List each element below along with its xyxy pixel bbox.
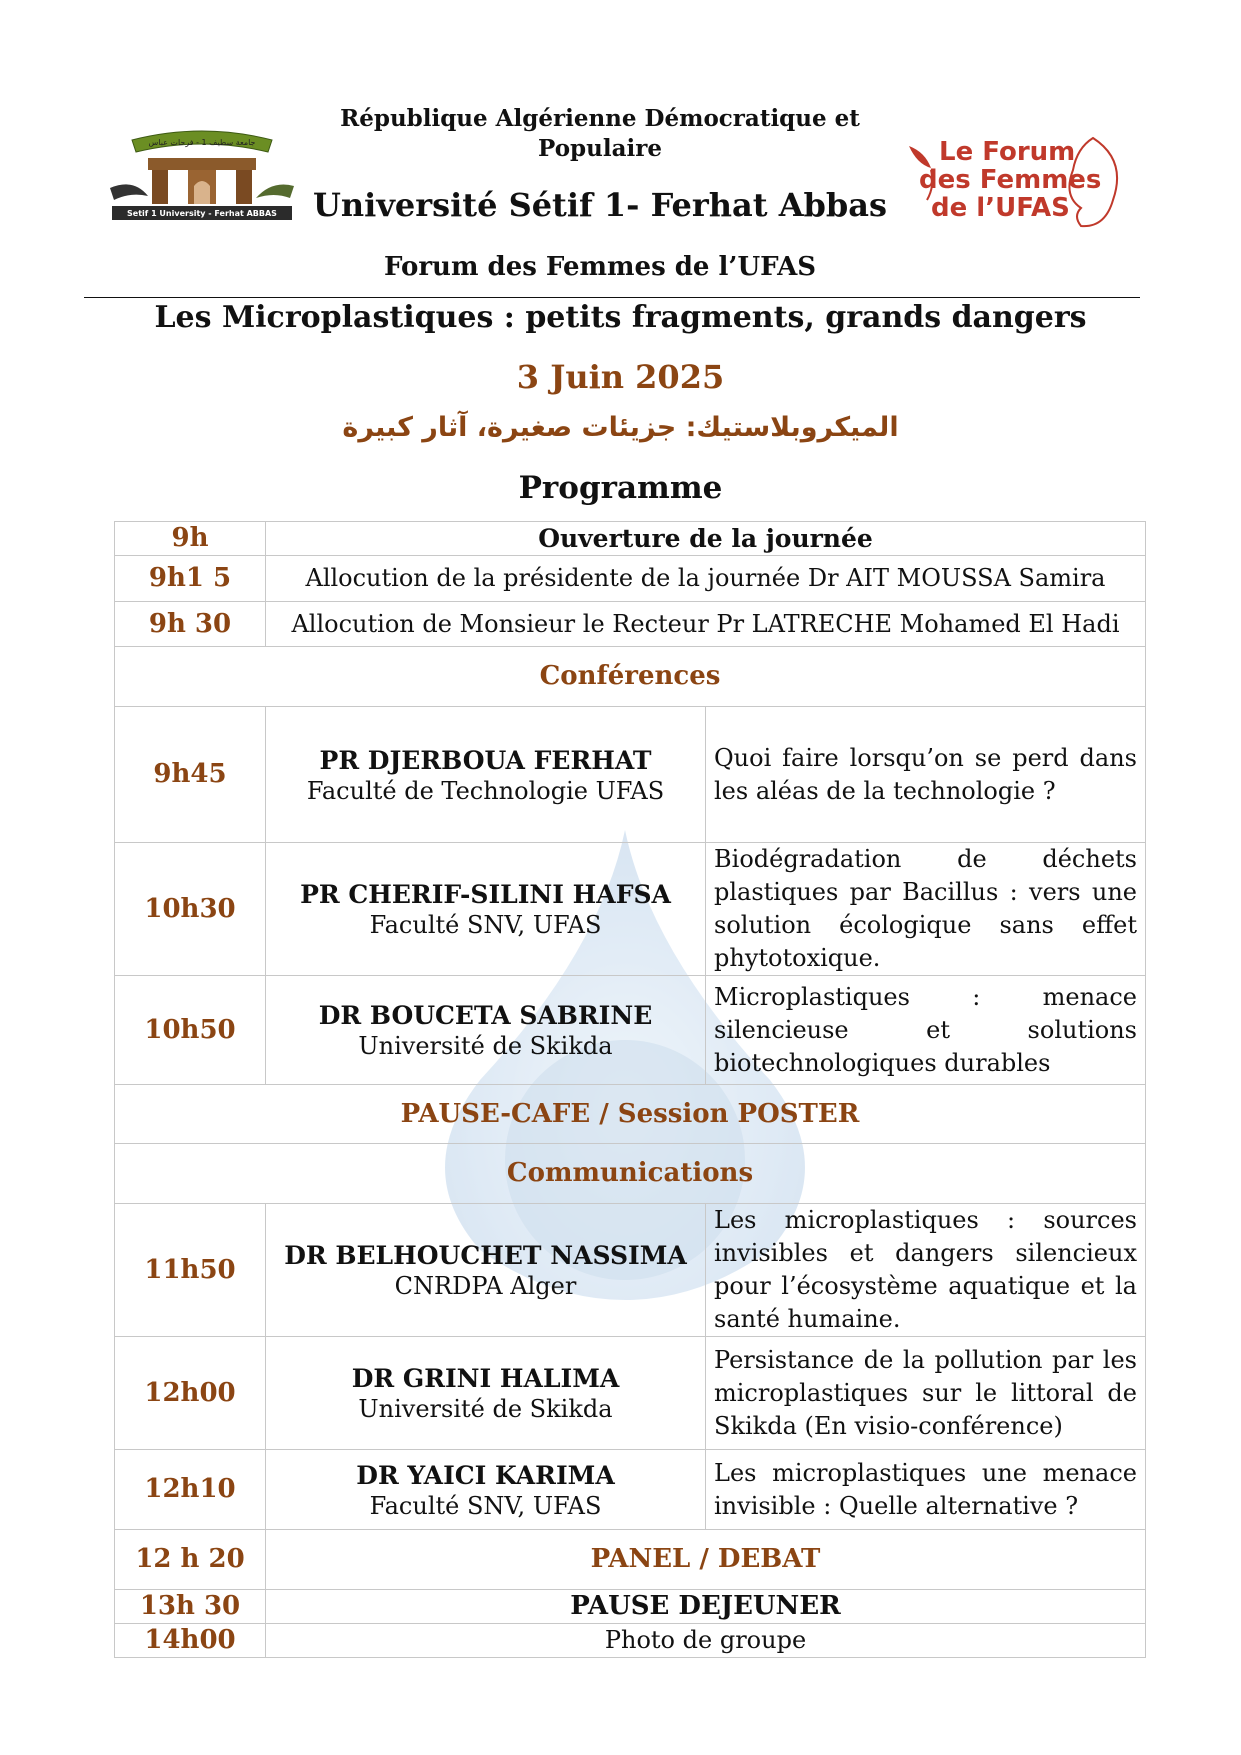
talk-title: Microplastiques : menace silencieuse et solutions biotechnologiques durables <box>706 976 1146 1085</box>
logo-line-1: Le Forum <box>939 137 1076 167</box>
speaker-affiliation: Faculté SNV, UFAS <box>369 911 602 939</box>
time-cell: 12 h 20 <box>115 1530 266 1590</box>
speaker-cell <box>266 976 706 1085</box>
university-logo <box>104 118 300 224</box>
talk-title: Persistance de la pollution par les microplastiques sur le littoral de Skikda (En visio-conférence) <box>706 1337 1146 1450</box>
speaker-cell <box>266 1450 706 1530</box>
event-title: Les Microplastiques : petits fragments, grands dangers <box>154 300 1087 335</box>
speaker-name: PR CHERIF-SILINI HAFSA <box>300 880 671 909</box>
logo-caption: Setif 1 University - Ferhat ABBAS <box>127 209 277 218</box>
time-cell: 12h00 <box>115 1337 266 1450</box>
table-row <box>115 1204 1146 1337</box>
talk-title: Quoi faire lorsqu’on se perd dans les aléas de la technologie ? <box>706 707 1146 843</box>
speaker-name: DR GRINI HALIMA <box>351 1364 620 1393</box>
logo-line-2: des Femmes <box>919 165 1102 195</box>
lunch-cell: PAUSE DEJEUNER <box>266 1590 1146 1624</box>
speaker-affiliation: Faculté de Technologie UFAS <box>306 776 665 805</box>
section-conferences: Conférences <box>115 647 1146 707</box>
university-heading: Université Sétif 1- Ferhat Abbas <box>312 186 888 224</box>
table-row <box>115 1337 1146 1450</box>
talk-title: Les microplastiques : sources invisibles et dangers silencieux pour l’écosystème aquatique et la santé humaine. <box>706 1204 1146 1337</box>
table-row <box>115 556 1146 602</box>
panel-cell: PANEL / DEBAT <box>266 1530 1146 1590</box>
table-row <box>115 1590 1146 1624</box>
arabic-title: الميكروبلاستيك: جزيئات صغيرة، آثار كبيرة <box>342 412 899 443</box>
time-cell: 9h45 <box>115 707 266 843</box>
table-row <box>115 1144 1146 1204</box>
header-divider <box>84 297 1140 298</box>
table-row <box>115 647 1146 707</box>
time-cell: 9h 30 <box>115 602 266 647</box>
speaker-cell <box>266 1204 706 1337</box>
event-cell: Allocution de Monsieur le Recteur Pr LATRECHE Mohamed El Hadi <box>266 602 1146 647</box>
forum-logo <box>905 130 1127 236</box>
event-cell: Ouverture de la journée <box>266 522 1146 556</box>
time-cell: 9h1 5 <box>115 556 266 602</box>
table-row <box>115 522 1146 556</box>
time-cell: 13h 30 <box>115 1590 266 1624</box>
speaker-affiliation: Université de Skikda <box>358 1395 613 1423</box>
speaker-affiliation: CNRDPA Alger <box>394 1272 577 1300</box>
speaker-name: DR BOUCETA SABRINE <box>318 1001 653 1030</box>
table-row <box>115 602 1146 647</box>
event-cell: Allocution de la présidente de la journée Dr AIT MOUSSA Samira <box>266 556 1146 602</box>
time-cell: 10h50 <box>115 976 266 1085</box>
speaker-cell <box>266 707 706 843</box>
logo-arabic-text: جامعة سطيف 1 - فرحات عباس <box>148 138 256 147</box>
speaker-affiliation: Faculté SNV, UFAS <box>369 1491 602 1520</box>
table-row <box>115 707 1146 843</box>
speaker-affiliation: Université de Skikda <box>358 1032 613 1060</box>
speaker-cell <box>266 843 706 976</box>
table-row <box>115 1450 1146 1530</box>
talk-title: Les microplastiques une menace invisible : Quelle alternative ? <box>706 1450 1146 1530</box>
section-pause: PAUSE-CAFE / Session POSTER <box>115 1085 1146 1144</box>
time-cell: 14h00 <box>115 1624 266 1658</box>
logo-line-3: de l’UFAS <box>931 193 1070 223</box>
time-cell: 9h <box>115 522 266 556</box>
time-cell: 12h10 <box>115 1450 266 1530</box>
table-row <box>115 1624 1146 1658</box>
section-communications: Communications <box>115 1144 1146 1204</box>
table-row <box>115 1085 1146 1144</box>
republic-heading: République Algérienne Démocratique et Populaire <box>340 105 860 162</box>
programme-heading: Programme <box>518 470 723 506</box>
event-date: 3 Juin 2025 <box>516 358 725 396</box>
time-cell: 10h30 <box>115 843 266 976</box>
table-row <box>115 976 1146 1085</box>
speaker-name: PR DJERBOUA FERHAT <box>319 745 652 775</box>
table-row <box>115 1530 1146 1590</box>
photo-cell: Photo de groupe <box>266 1624 1146 1658</box>
talk-title: Biodégradation de déchets plastiques par Bacillus : vers une solution écologique sans effet phytotoxique. <box>706 843 1146 976</box>
time-cell: 11h50 <box>115 1204 266 1337</box>
speaker-name: DR BELHOUCHET NASSIMA <box>284 1241 687 1270</box>
forum-heading: Forum des Femmes de l’UFAS <box>383 252 817 282</box>
programme-table <box>114 521 1146 1658</box>
speaker-cell <box>266 1337 706 1450</box>
speaker-name: DR YAICI KARIMA <box>356 1460 615 1490</box>
table-row <box>115 843 1146 976</box>
